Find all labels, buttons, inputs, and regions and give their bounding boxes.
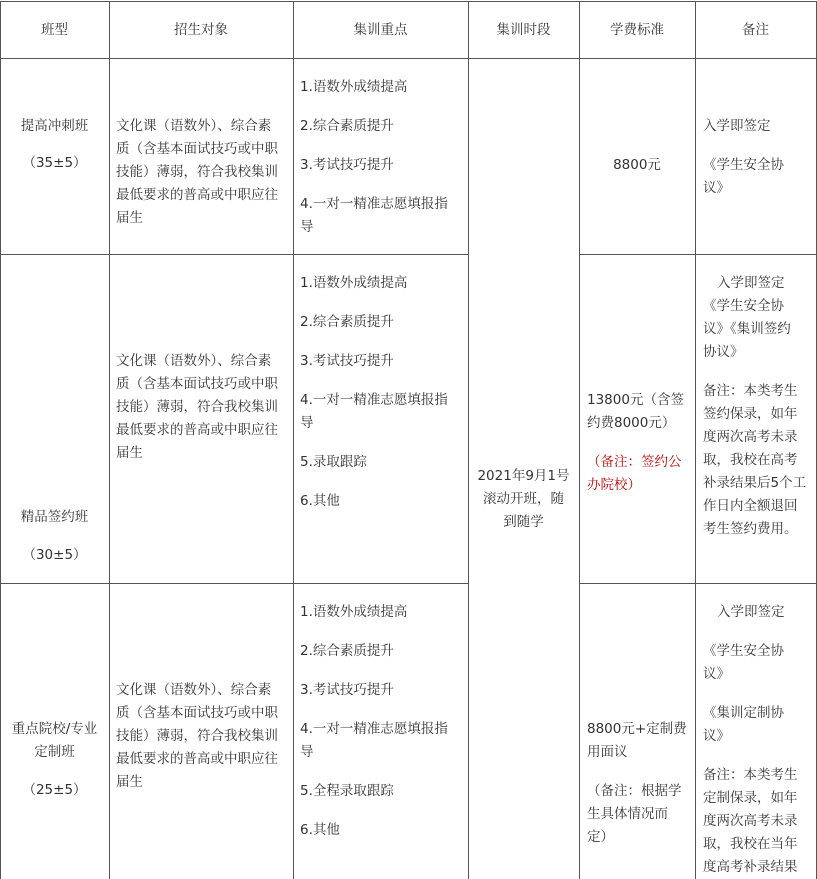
text-line: 文化课（语数外）、综合素 — [116, 118, 272, 134]
text-line: 4.一对一精准志愿填报指 — [300, 392, 448, 408]
text-line: 2.综合素质提升 — [300, 643, 394, 659]
text-line: 13800元（含签 — [587, 392, 684, 408]
notes — [703, 272, 815, 541]
class-size: （30±5） — [22, 547, 87, 563]
text-line: 备注：本类考生 — [703, 767, 798, 783]
text-line: 办院校） — [587, 477, 641, 493]
text-line: 3.考试技巧提升 — [300, 157, 394, 173]
text-line: 约费8000元） — [587, 415, 676, 431]
text-line: 定） — [587, 829, 614, 845]
text-line: 文化课（语数外）、综合素 — [116, 682, 272, 698]
class-name: 提高冲刺班 — [20, 118, 89, 134]
text-line: 届生 — [116, 445, 143, 461]
text-line: 定制保录，如年 — [703, 790, 798, 806]
text-line: 用面议 — [587, 744, 628, 760]
text-line: 1.语数外成绩提高 — [300, 275, 408, 291]
text-line: 6.其他 — [300, 822, 340, 838]
text-line: 《集训定制协 — [703, 705, 784, 721]
class-size: （25±5） — [22, 782, 87, 798]
text-line: 最低要求的普高或中职应往 — [116, 187, 278, 203]
column-divider — [579, 1, 580, 879]
text-line: 最低要求的普高或中职应往 — [116, 422, 278, 438]
training-period — [468, 465, 579, 534]
text-line: 生具体情况而 — [587, 806, 668, 822]
tuition — [587, 389, 693, 497]
text-line: 议》 — [703, 728, 730, 744]
text-line: 4.一对一精准志愿填报指 — [300, 721, 448, 737]
text-line: 滚动开班，随 — [483, 491, 564, 507]
text-line: （备注：签约公 — [587, 454, 682, 470]
header-training-focus: 集训重点 — [353, 22, 408, 38]
text-line: 定制班 — [34, 744, 75, 760]
text-line: 补录结果后5个工 — [703, 475, 807, 491]
text-line: 1.语数外成绩提高 — [300, 79, 408, 95]
text-line: 到随学 — [503, 514, 544, 530]
text-line: 《学生安全协 — [703, 157, 784, 173]
text-line: 议》《集训签约 — [703, 321, 791, 337]
column-divider — [293, 1, 294, 879]
text-line: 届生 — [116, 210, 143, 226]
text-line: 入学即签定 — [717, 604, 785, 620]
text-line: 度两次高考未录 — [703, 813, 798, 829]
text-line: 技能）薄弱，符合我校集训 — [116, 728, 278, 744]
class-name: 精品签约班 — [20, 509, 89, 525]
text-line: 作日内全额退回 — [703, 498, 798, 514]
text-line: 质（含基本面试技巧或中职 — [116, 376, 278, 392]
tuition: 8800元 — [613, 157, 661, 173]
text-line: 取，我校在高考 — [703, 452, 798, 468]
text-line: 备注：本类考生 — [703, 383, 798, 399]
text-line: 届生 — [116, 774, 143, 790]
text-line: 议》 — [703, 180, 730, 196]
text-line: 考生签约费用。 — [703, 521, 798, 537]
column-divider — [109, 1, 110, 879]
column-divider — [695, 1, 696, 879]
training-focus — [300, 601, 466, 842]
text-line: 《学生安全协 — [703, 298, 784, 314]
target-students — [116, 679, 292, 794]
text-line: 4.一对一精准志愿填报指 — [300, 196, 448, 212]
text-line: 8800元+定制费 — [587, 721, 687, 737]
tuition — [587, 718, 693, 849]
text-line: 2021年9月1号 — [477, 468, 570, 484]
column-divider — [468, 1, 469, 879]
text-line: 入学即签定 — [717, 275, 785, 291]
header-training-period: 集训时段 — [496, 22, 551, 38]
text-line: 协议》 — [703, 344, 744, 360]
header-notes: 备注 — [742, 22, 769, 38]
text-line: 5.全程录取跟踪 — [300, 783, 394, 799]
header-target-students: 招生对象 — [174, 22, 228, 38]
text-line: 技能）薄弱，符合我校集训 — [116, 399, 278, 415]
text-line: 5.录取跟踪 — [300, 454, 367, 470]
row-divider — [0, 254, 468, 255]
text-line: 导 — [300, 219, 314, 235]
text-line: 取，我校在当年 — [703, 836, 798, 852]
text-line: （备注：根据学 — [587, 783, 682, 799]
text-line: 导 — [300, 744, 314, 760]
notes — [703, 601, 815, 879]
text-line: 重点院校/专业 — [11, 721, 98, 737]
header-class-type: 班型 — [41, 22, 68, 38]
row-divider — [579, 583, 817, 584]
text-line: 1.语数外成绩提高 — [300, 604, 408, 620]
text-line: 3.考试技巧提升 — [300, 353, 394, 369]
text-line: 度两次高考未录 — [703, 429, 798, 445]
target-students — [116, 115, 292, 230]
text-line: 技能）薄弱，符合我校集训 — [116, 164, 278, 180]
training-focus — [300, 76, 466, 239]
text-line: 议》 — [703, 666, 730, 682]
text-line: 质（含基本面试技巧或中职 — [116, 141, 278, 157]
text-line: 2.综合素质提升 — [300, 314, 394, 330]
text-line: 导 — [300, 415, 314, 431]
text-line: 最低要求的普高或中职应往 — [116, 751, 278, 767]
class-size: （35±5） — [22, 155, 87, 171]
row-divider — [0, 583, 468, 584]
text-line: 质（含基本面试技巧或中职 — [116, 705, 278, 721]
text-line: 3.考试技巧提升 — [300, 682, 394, 698]
class-name — [0, 718, 109, 764]
target-students — [116, 350, 292, 465]
text-line: 2.综合素质提升 — [300, 118, 394, 134]
row-divider — [579, 254, 817, 255]
text-line: 6.其他 — [300, 493, 340, 509]
text-line: 《学生安全协 — [703, 643, 784, 659]
text-line: 文化课（语数外）、综合素 — [116, 353, 272, 369]
notes — [703, 115, 815, 200]
header-tuition: 学费标准 — [610, 22, 664, 38]
text-line: 度高考补录结果 — [703, 859, 798, 875]
training-focus — [300, 272, 466, 513]
text-line: 签约保录，如年 — [703, 406, 798, 422]
text-line: 入学即签定 — [703, 118, 771, 134]
